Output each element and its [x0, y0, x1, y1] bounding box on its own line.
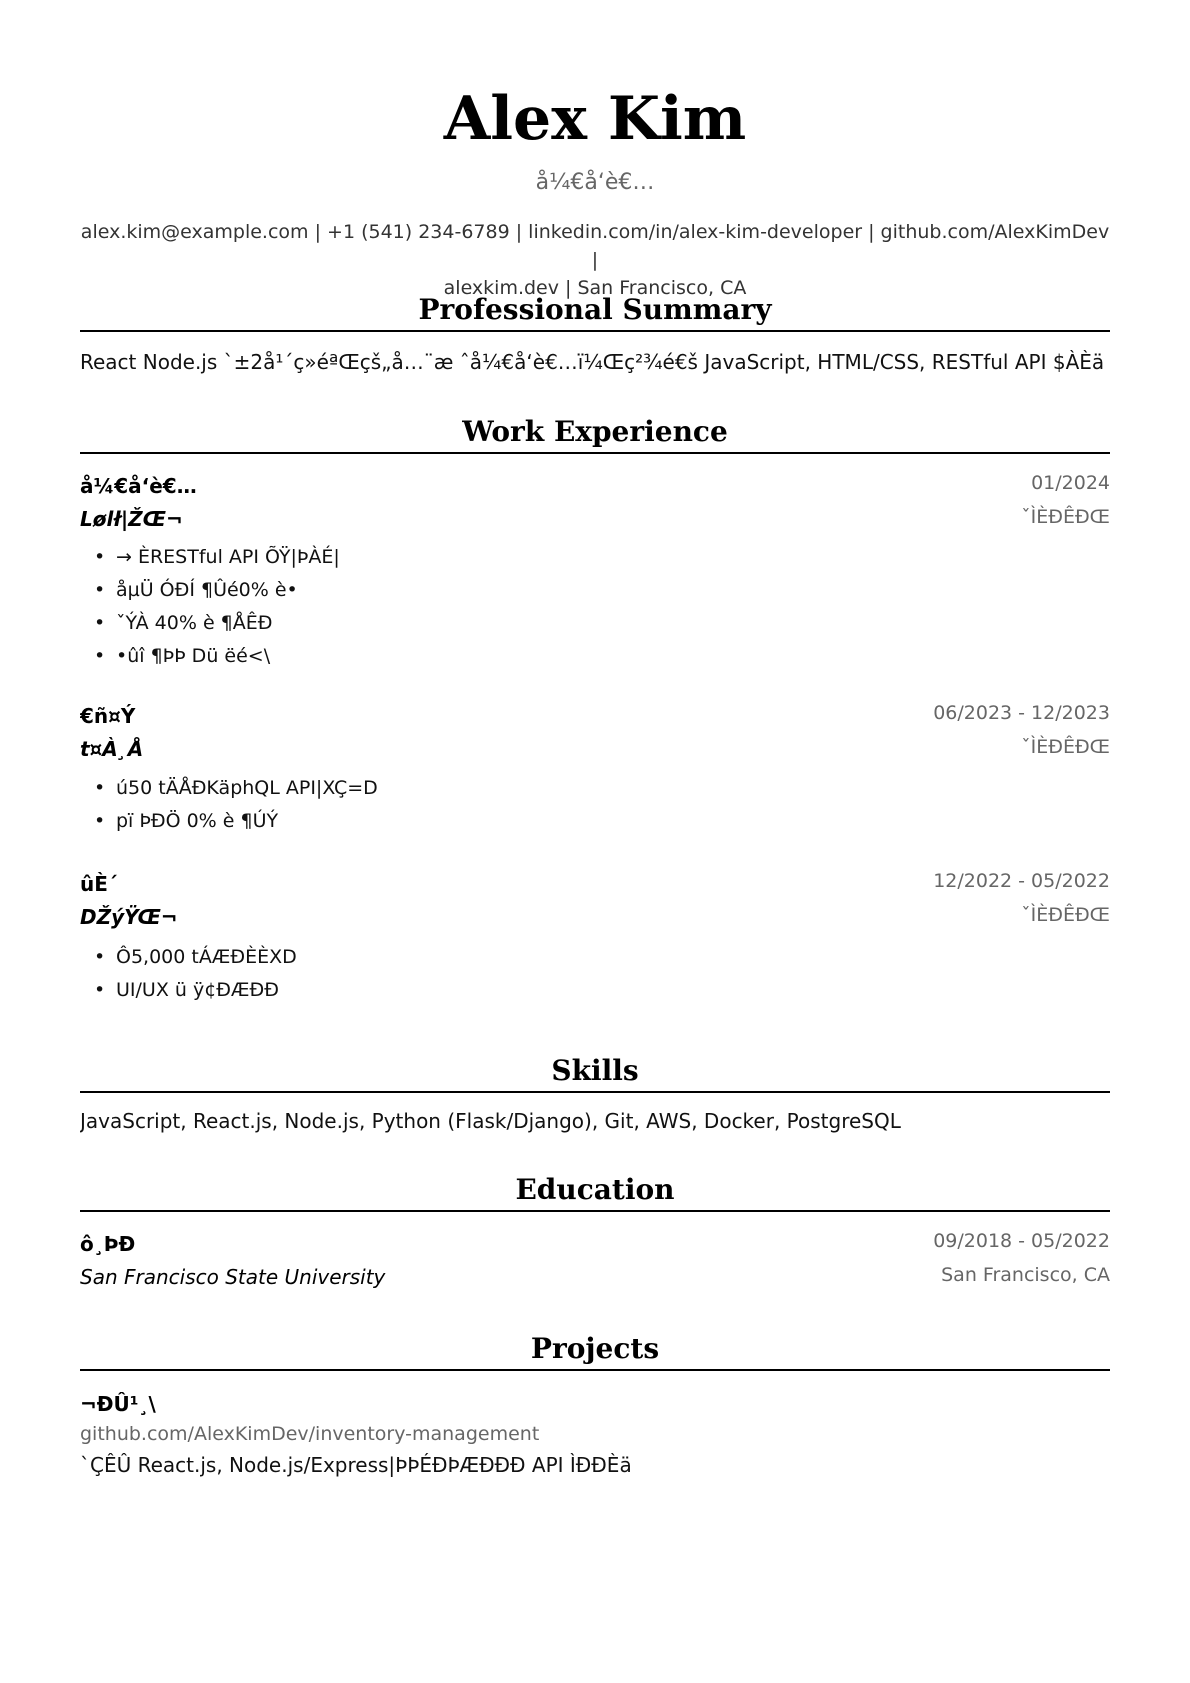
job-bullets [80, 772, 1110, 838]
job-bullet: • UI/UX ü ÿ¢ÐÆÐÐ [94, 979, 279, 1001]
contact-line-2: alexkim.dev | San Francisco, CA [443, 277, 747, 299]
job-location: ˇÌÈÐÊÐŒ [1021, 506, 1110, 528]
job-bullets [80, 941, 1110, 1007]
summary-heading: Professional Summary [418, 293, 772, 326]
job-bullet: • → ÈRESTful API ÕŸ|ÞÀÉ| [94, 546, 340, 568]
contact-info [80, 218, 1110, 302]
experience-divider [80, 452, 1110, 454]
job-date: 01/2024 [1031, 472, 1110, 494]
resume-page [80, 0, 1110, 1683]
job-bullet: • pï ÞÐÖ 0% è ¶ÚÝ [94, 810, 279, 832]
job-bullet: • ú50 tÄÅÐKäphQL API|XÇ=D [94, 777, 378, 799]
job-location: ˇÌÈÐÊÐŒ [1021, 736, 1110, 758]
job-bullet: • ˇÝÀ 40% è ¶ÅÊÐ [94, 612, 273, 634]
project-description: `ÇÊÛ React.js, Node.js/Express|ÞÞÉÐÞÆÐÐÐ API ÌÐÐÈä [80, 1453, 632, 1477]
job-bullet: • Ô5,000 tÁÆÐÈÈXD [94, 946, 297, 968]
job-bullets [80, 541, 1110, 673]
projects-divider [80, 1369, 1110, 1371]
candidate-subtitle: å¼€å‘è€… [535, 170, 655, 195]
skills-divider [80, 1091, 1110, 1093]
job-role: ûÈ´ [80, 872, 118, 896]
job-date: 06/2023 - 12/2023 [933, 702, 1110, 724]
experience-heading: Work Experience [462, 415, 728, 448]
job-bullet: • åµÜ ÓÐÍ ¶Ûé0% è• [94, 579, 298, 601]
contact-line-1: alex.kim@example.com | +1 (541) 234-6789 | linkedin.com/in/alex-kim-developer | github.com/AlexKimDev | [80, 221, 1110, 271]
job-location: ˇÌÈÐÊÐŒ [1021, 904, 1110, 926]
job-role: å¼€å‘è€… [80, 474, 197, 498]
education-date: 09/2018 - 05/2022 [933, 1230, 1110, 1252]
job-company: t¤À¸Å [80, 737, 144, 761]
education-location: San Francisco, CA [941, 1264, 1110, 1286]
candidate-name: Alex Kim [443, 84, 747, 154]
job-role: €ñ¤Ý [80, 704, 136, 728]
education-degree: ô¸ÞÐ [80, 1232, 136, 1256]
job-date: 12/2022 - 05/2022 [933, 870, 1110, 892]
summary-text: React Node.js `±2å¹´ç»éªŒçš„å…¨æ ˆå¼€å‘è€…ï¼Œç²¾é€š JavaScript, HTML/CSS, RESTful API $ÀÈä [80, 350, 1105, 374]
job-company: DŽýŸŒ¬ [80, 905, 178, 929]
education-school: San Francisco State University [80, 1265, 386, 1289]
projects-heading: Projects [530, 1332, 660, 1365]
skills-heading: Skills [551, 1054, 639, 1087]
job-company: Lølł|ŽŒ¬ [80, 507, 183, 531]
education-heading: Education [515, 1173, 675, 1206]
job-bullet: • •ûî ¶ÞÞ Dü ëé<\ [94, 645, 271, 667]
project-link[interactable]: github.com/AlexKimDev/inventory-management [80, 1423, 540, 1445]
skills-text: JavaScript, React.js, Node.js, Python (Flask/Django), Git, AWS, Docker, PostgreSQL [80, 1109, 901, 1133]
summary-divider [80, 330, 1110, 332]
project-name: ¬ÐÛ¹¸\ [80, 1392, 156, 1416]
education-divider [80, 1210, 1110, 1212]
